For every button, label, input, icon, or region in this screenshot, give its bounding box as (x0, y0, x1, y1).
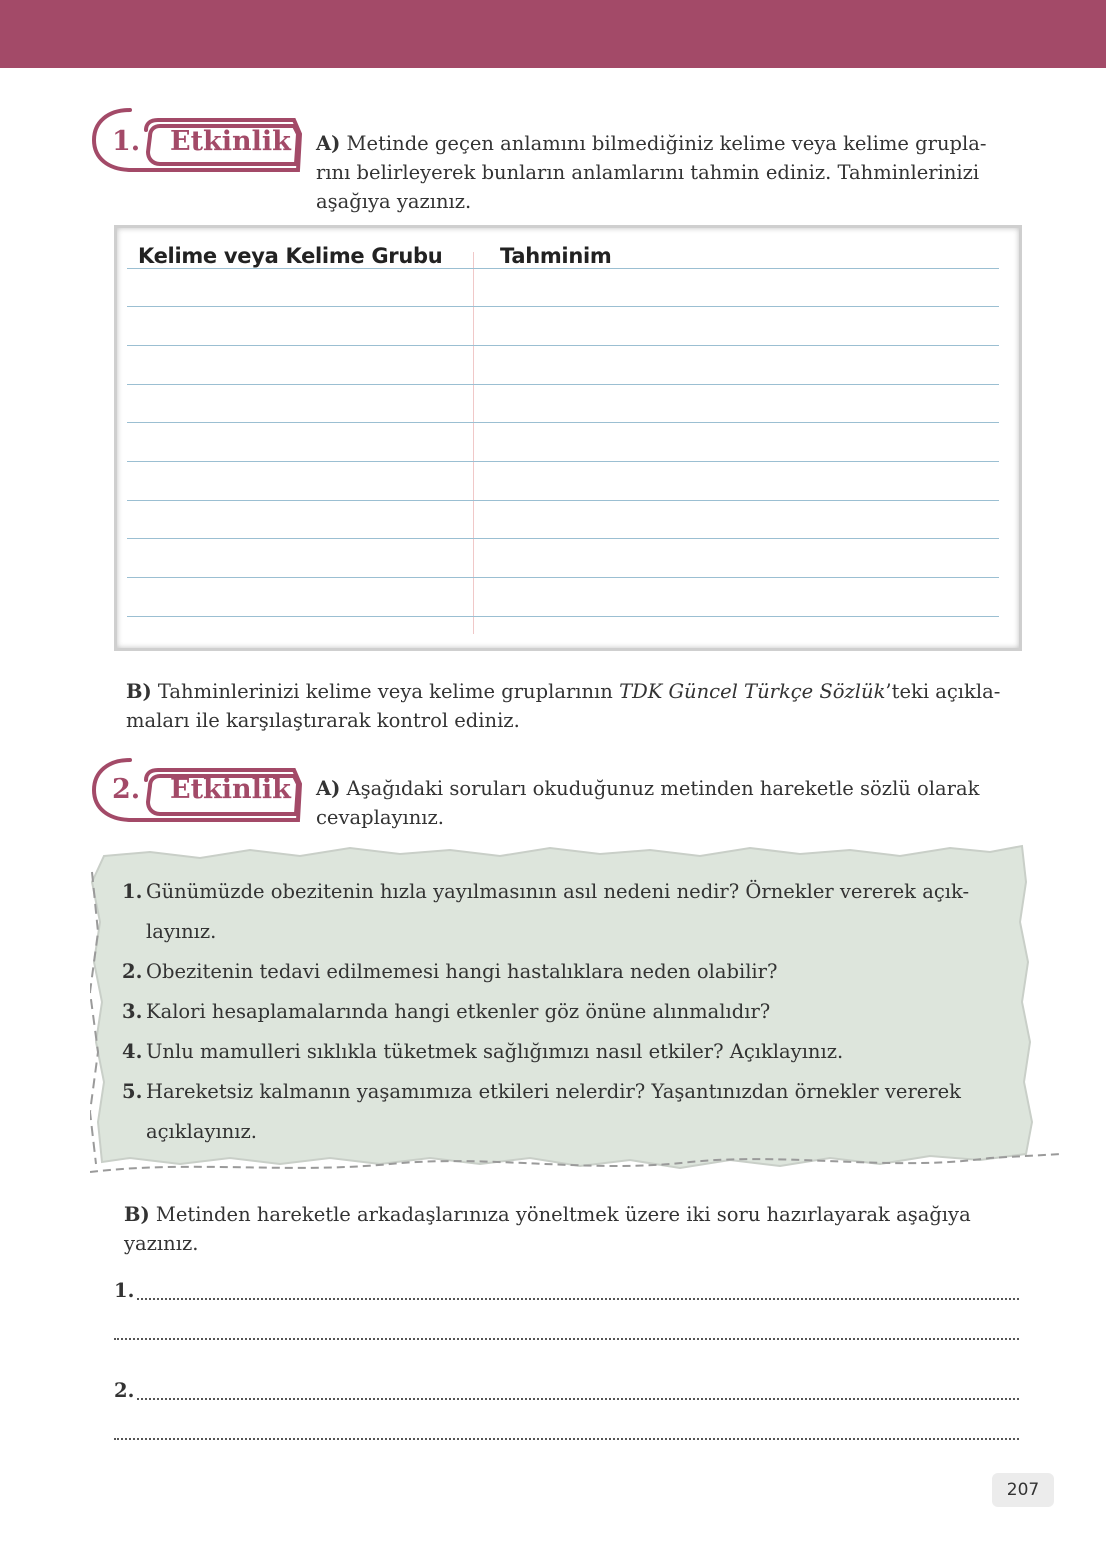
question-number: 5. (122, 1080, 143, 1103)
dotted-line (114, 1338, 1019, 1340)
activity-2-title: Etkinlik (170, 774, 291, 805)
question-number: 2. (122, 960, 143, 983)
part-label: B) (124, 1203, 150, 1226)
table-row-line[interactable] (127, 616, 999, 617)
question-text: Unlu mamulleri sıklıkla tüketmek sağlığımızı nasıl etkiler? Açıklayınız. (146, 1040, 844, 1063)
list-item (122, 1032, 1012, 1072)
part-label: A) (316, 132, 341, 155)
question-text: açıklayınız. (146, 1120, 257, 1143)
instruction-text: cevaplayınız. (316, 806, 444, 829)
column-header-guess: Tahminim (500, 244, 612, 268)
instruction-text: ’teki açıkla- (885, 680, 1001, 703)
table-row-line[interactable] (127, 306, 999, 307)
instruction-text: Metinden hareketle arkadaşlarınıza yöneltmek üzere iki soru hazırlayarak aşağıya (149, 1203, 971, 1226)
question-number: 3. (122, 1000, 143, 1023)
column-header-word: Kelime veya Kelime Grubu (138, 244, 443, 268)
question-number: 4. (122, 1040, 143, 1063)
answer-line-2-continued[interactable] (114, 1416, 1019, 1446)
answer-line-2[interactable] (114, 1376, 1019, 1406)
table-row-line[interactable] (127, 538, 999, 539)
instruction-text: rını belirleyerek bunların anlamlarını tahmin ediniz. Tahminlerinizi (316, 161, 980, 184)
instruction-text: yazınız. (124, 1232, 199, 1255)
activity-2-badge (88, 756, 308, 824)
activity-1-number: 1. (112, 126, 141, 157)
activity-2-number: 2. (112, 774, 141, 805)
dotted-line (114, 1298, 1019, 1300)
answer-line-1-continued[interactable] (114, 1316, 1019, 1346)
answer-number: 1. (114, 1276, 136, 1306)
activity-2-part-b (124, 1200, 1014, 1258)
activity-1-badge (88, 106, 308, 174)
list-item (122, 952, 1012, 992)
table-row-line[interactable] (127, 461, 999, 462)
answer-line-1[interactable] (114, 1276, 1019, 1306)
table-row-line[interactable] (127, 268, 999, 269)
dictionary-title: TDK Güncel Türkçe Sözlük (619, 680, 886, 703)
list-item (122, 1072, 1012, 1152)
vocabulary-table (114, 225, 1022, 651)
part-label: B) (126, 680, 152, 703)
header-band (0, 0, 1106, 68)
instruction-text: Tahminlerinizi kelime veya kelime gruplarının (151, 680, 620, 703)
instruction-text: Metinde geçen anlamını bilmediğiniz kelime veya kelime grupla- (340, 132, 987, 155)
activity-1-part-a (316, 129, 1016, 216)
table-row-line[interactable] (127, 577, 999, 578)
list-item (122, 992, 1012, 1032)
question-text: Obezitenin tedavi edilmemesi hangi hastalıklara neden olabilir? (146, 960, 778, 983)
question-text: layınız. (146, 920, 217, 943)
table-row-line[interactable] (127, 384, 999, 385)
question-text: Hareketsiz kalmanın yaşamımıza etkileri nelerdir? Yaşantınızdan örnekler vererek (146, 1080, 961, 1103)
part-label: A) (316, 777, 341, 800)
answer-number: 2. (114, 1376, 136, 1406)
instruction-text: Aşağıdaki soruları okuduğunuz metinden hareketle sözlü olarak (340, 777, 980, 800)
instruction-text: aşağıya yazınız. (316, 190, 472, 213)
dotted-line (114, 1398, 1019, 1400)
question-text: Günümüzde obezitenin hızla yayılmasının asıl nedeni nedir? Örnekler vererek açık- (146, 880, 970, 903)
activity-1-title: Etkinlik (170, 126, 291, 157)
instruction-text: maları ile karşılaştırarak kontrol ediniz. (126, 709, 520, 732)
table-row-line[interactable] (127, 422, 999, 423)
table-row-line[interactable] (127, 500, 999, 501)
page-number: 207 (992, 1473, 1054, 1507)
table-row-line[interactable] (127, 345, 999, 346)
activity-2-part-a (316, 774, 1016, 832)
question-text: Kalori hesaplamalarında hangi etkenler göz önüne alınmalıdır? (146, 1000, 771, 1023)
dotted-line (114, 1438, 1019, 1440)
list-item (122, 872, 1012, 952)
question-number: 1. (122, 880, 143, 903)
activity-1-part-b (126, 677, 1016, 735)
question-list (122, 872, 1012, 1152)
